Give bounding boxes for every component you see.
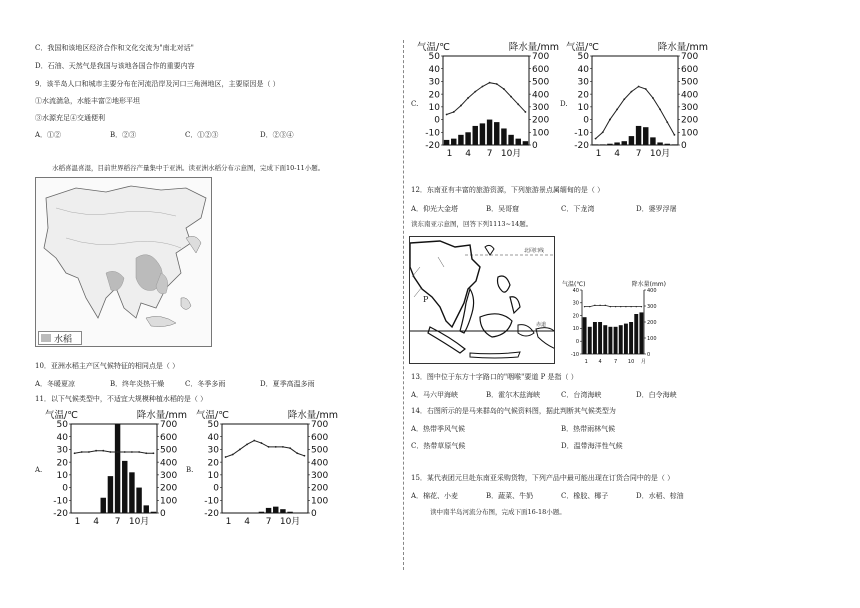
temperature-point <box>496 83 498 85</box>
temperature-tick-label: -20 <box>53 509 68 520</box>
q15-option-d: D．水稻、棕油 <box>636 492 684 500</box>
precipitation-axis-title: 降水量(mm) <box>631 281 666 288</box>
month-tick-label: 4 <box>465 149 471 158</box>
temperature-tick-label: 0 <box>583 115 589 126</box>
precipitation-tick-label: 500 <box>532 77 550 88</box>
temperature-point <box>503 88 505 90</box>
precipitation-tick-label: 600 <box>311 432 329 443</box>
temperature-tick-label: 10 <box>56 471 68 482</box>
temperature-tick-label: 10 <box>207 471 219 482</box>
temperature-point <box>124 451 126 453</box>
q14-option-c: C．热带草原气候 <box>411 442 466 450</box>
month-tick-label: 4 <box>93 517 99 526</box>
temperature-point <box>261 442 263 444</box>
precipitation-bar <box>487 120 492 145</box>
temperature-tick-label: 0 <box>575 338 579 345</box>
temperature-tick-label: 40 <box>56 432 68 443</box>
temperature-tick-label: 20 <box>577 90 589 101</box>
precipitation-tick-label: 100 <box>681 128 699 139</box>
temperature-tick-label: 10 <box>577 103 589 114</box>
precipitation-tick-label: 400 <box>532 90 550 101</box>
temperature-point <box>453 111 455 113</box>
precipitation-axis-title: 降水量/mm <box>657 42 708 53</box>
precipitation-tick-label: 600 <box>681 64 699 75</box>
q10-option-a: A．冬暖夏凉 <box>35 380 76 388</box>
q10-stem: 10．亚洲水稻主产区气候特征的相同点是（ ） <box>35 362 180 370</box>
temperature-point <box>239 449 241 451</box>
precipitation-bar <box>273 507 278 513</box>
temperature-point <box>460 105 462 107</box>
temperature-axis-title: 气温/℃ <box>417 42 450 53</box>
strait-p-label: P <box>423 295 429 304</box>
q9-option-d: D．②③④ <box>260 131 294 139</box>
precipitation-bar <box>494 122 499 145</box>
q16-intro: 读中南半岛河流分布图，完成下面16-18小题。 <box>430 508 566 516</box>
precipitation-bar <box>614 142 619 145</box>
q15-stem: 15．某代表团元旦赴东南亚采购货物，下列产品中最可能出现在订货合同中的是（ ） <box>411 474 675 482</box>
temperature-point <box>641 306 642 307</box>
precipitation-bar <box>629 136 634 145</box>
precipitation-bar <box>144 505 149 513</box>
temperature-point <box>616 109 618 111</box>
month-tick-label: 10月 <box>279 517 301 526</box>
temperature-point <box>482 86 484 88</box>
temperature-tick-label: 30 <box>577 77 589 88</box>
temperature-point <box>595 138 597 140</box>
temperature-point <box>652 97 654 99</box>
precipitation-bar <box>622 141 627 145</box>
precipitation-bar <box>516 139 521 145</box>
precipitation-bar <box>639 312 643 354</box>
temperature-tick-label: 40 <box>428 64 440 75</box>
temperature-tick-label: 20 <box>572 313 579 320</box>
precipitation-tick-label: 400 <box>160 458 178 469</box>
chart-b-label: B. <box>186 466 194 474</box>
temperature-point <box>631 91 633 93</box>
temperature-point <box>253 440 255 442</box>
q8-option-c: C．我国和该地区经济合作和文化交流为"南北对话" <box>35 44 194 52</box>
temperature-point <box>599 305 600 306</box>
temperature-point <box>659 109 661 111</box>
q13-option-d: D．白令海峡 <box>636 391 677 399</box>
temperature-point <box>74 452 76 454</box>
precipitation-tick-label: 200 <box>647 319 657 326</box>
temperature-point <box>510 96 512 98</box>
temperature-tick-label: -10 <box>204 496 219 507</box>
temperature-tick-label: 30 <box>207 445 219 456</box>
rice-legend-swatch <box>41 334 51 342</box>
asia-rice-map <box>35 177 212 347</box>
climate-chart-malay <box>562 278 666 366</box>
precipitation-tick-label: 500 <box>160 445 178 456</box>
precipitation-bar <box>657 142 662 145</box>
precipitation-tick-label: 100 <box>160 496 178 507</box>
precipitation-bar <box>600 144 605 145</box>
q12-option-b: B．吴哥窟 <box>486 205 520 213</box>
temperature-point <box>610 306 611 307</box>
temperature-point <box>636 306 637 307</box>
temperature-line <box>596 87 675 139</box>
q9-statement-2: ③水源充足④交通便利 <box>35 114 105 122</box>
month-tick-label: 1 <box>584 359 588 365</box>
precipitation-tick-label: 100 <box>532 128 550 139</box>
q14-option-a: A．热带季风气候 <box>411 425 466 433</box>
temperature-tick-label: 40 <box>207 432 219 443</box>
precipitation-tick-label: 700 <box>311 420 329 431</box>
temperature-point <box>467 97 469 99</box>
precipitation-tick-label: 100 <box>647 335 657 342</box>
precipitation-bar <box>650 137 655 145</box>
temperature-point <box>645 88 647 90</box>
q9-option-a: A．①② <box>35 131 62 139</box>
precipitation-bar <box>266 508 271 513</box>
precipitation-bar <box>523 141 528 145</box>
precipitation-bar <box>473 126 478 145</box>
precipitation-bar <box>501 128 506 145</box>
temperature-point <box>232 454 234 456</box>
temperature-point <box>584 306 585 307</box>
sea-map-outline <box>410 237 555 364</box>
temperature-point <box>88 451 90 453</box>
temperature-point <box>268 446 270 448</box>
rice-intro: 水稻喜温喜湿，目前世界稻谷产量集中于亚洲。读亚洲水稻分布示意图，完成下面10-11小题。 <box>52 164 325 172</box>
temperature-tick-label: 0 <box>434 115 440 126</box>
precipitation-axis-title: 降水量/mm <box>508 42 559 53</box>
temperature-axis-title: 气温/℃ <box>45 410 78 421</box>
precipitation-bar <box>287 512 292 513</box>
temperature-point <box>489 82 491 84</box>
month-tick-label: 7 <box>635 149 642 158</box>
precipitation-tick-label: 100 <box>311 496 329 507</box>
temperature-tick-label: 10 <box>572 326 579 333</box>
climate-chart-b <box>196 408 338 526</box>
precipitation-tick-label: 0 <box>647 351 651 358</box>
month-tick-label: 10月 <box>128 517 150 526</box>
temperature-point <box>289 447 291 449</box>
month-tick-label: 1 <box>446 149 453 158</box>
precipitation-bar <box>593 144 598 145</box>
q15-option-b: B．蔬菜、牛奶 <box>486 492 534 500</box>
q13-option-c: C．台湾海峡 <box>561 391 602 399</box>
precipitation-bar <box>136 488 141 513</box>
precipitation-bar <box>151 512 156 513</box>
month-tick-label: 4 <box>598 359 602 365</box>
precipitation-bar <box>122 461 127 513</box>
month-tick-label: 4 <box>614 149 620 158</box>
precipitation-tick-label: 700 <box>681 52 699 63</box>
temperature-tick-label: 20 <box>428 90 440 101</box>
temperature-point <box>246 443 248 445</box>
temperature-tick-label: 50 <box>577 52 589 63</box>
month-tick-label: 10月 <box>649 149 671 158</box>
precipitation-bar <box>614 327 618 354</box>
tropic-label: 北回归线 <box>524 248 545 254</box>
temperature-tick-label: -20 <box>425 141 440 152</box>
temperature-point <box>282 446 284 448</box>
chart-d-label: D. <box>560 100 568 108</box>
month-tick-label: 4 <box>244 517 250 526</box>
precipitation-bar <box>643 127 648 145</box>
temperature-point <box>674 134 676 136</box>
temperature-line <box>585 305 642 306</box>
temperature-point <box>117 451 119 453</box>
precipitation-bar <box>115 424 120 513</box>
month-tick-label: 1 <box>74 517 81 526</box>
plot-frame <box>443 56 529 145</box>
temperature-point <box>525 111 527 113</box>
precipitation-bar <box>451 139 456 145</box>
temperature-point <box>296 452 298 454</box>
temperature-axis-title: 气温/℃ <box>196 410 229 421</box>
precipitation-bar <box>619 325 623 354</box>
precipitation-tick-label: 300 <box>311 471 329 482</box>
plot-frame <box>222 424 308 513</box>
temperature-point <box>666 121 668 123</box>
temperature-line <box>226 441 305 458</box>
temperature-tick-label: 40 <box>572 287 579 294</box>
temperature-line <box>75 451 154 454</box>
map-intro: 读东南亚示意图，回答下列1113~14题。 <box>411 220 533 228</box>
precipitation-tick-label: 0 <box>532 141 538 152</box>
month-tick-label: 10月 <box>500 149 522 158</box>
q12-option-a: A．仰光大金塔 <box>411 205 459 213</box>
temperature-point <box>95 450 97 452</box>
precipitation-bar <box>593 322 597 354</box>
q13-option-a: A．马六甲海峡 <box>411 391 459 399</box>
precipitation-bar <box>634 314 638 354</box>
temperature-point <box>594 305 595 306</box>
temperature-tick-label: -10 <box>53 496 68 507</box>
temperature-point <box>102 450 104 452</box>
temperature-point <box>81 451 83 453</box>
precipitation-axis-title: 降水量/mm <box>287 410 338 421</box>
precipitation-tick-label: 500 <box>311 445 329 456</box>
precipitation-tick-label: 200 <box>532 115 550 126</box>
temperature-tick-label: 50 <box>207 420 219 431</box>
precipitation-tick-label: 300 <box>681 103 699 114</box>
precipitation-tick-label: 0 <box>160 509 166 520</box>
temperature-point <box>110 451 112 453</box>
q9-option-b: B．②③ <box>110 131 137 139</box>
q12-option-d: D．婆罗浮屠 <box>636 205 677 213</box>
q15-option-c: C．橡胶、椰子 <box>561 492 609 500</box>
month-tick-label: 7 <box>265 517 272 526</box>
precipitation-axis-title: 降水量/mm <box>136 410 187 421</box>
temperature-tick-label: -10 <box>570 351 579 358</box>
temperature-tick-label: 0 <box>62 483 68 494</box>
temperature-point <box>153 452 155 454</box>
temperature-point <box>517 103 519 105</box>
q9-option-c: C．①②③ <box>185 131 219 139</box>
rice-legend-label: 水稻 <box>54 334 73 345</box>
q10-option-d: D．夏季高温多雨 <box>260 380 315 388</box>
precipitation-tick-label: 700 <box>160 420 178 431</box>
q12-stem: 12．东南亚有丰富的旅游资源，下列旅游景点属缅甸的是（ ） <box>411 186 605 194</box>
temperature-point <box>275 446 277 448</box>
temperature-point <box>602 131 604 133</box>
precipitation-tick-label: 600 <box>160 432 178 443</box>
temperature-tick-label: 20 <box>56 458 68 469</box>
chart-c-label: C. <box>411 100 419 108</box>
precipitation-bar <box>603 325 607 354</box>
precipitation-bar <box>465 132 470 145</box>
temperature-point <box>620 306 621 307</box>
precipitation-bar <box>608 327 612 354</box>
temperature-tick-label: -20 <box>574 141 589 152</box>
precipitation-bar <box>101 498 106 513</box>
temperature-tick-label: -10 <box>425 128 440 139</box>
precipitation-tick-label: 400 <box>681 90 699 101</box>
temperature-point <box>131 451 133 453</box>
precipitation-tick-label: 300 <box>532 103 550 114</box>
temperature-point <box>589 306 590 307</box>
q12-option-c: C．下龙湾 <box>561 205 595 213</box>
precipitation-bar <box>108 476 113 513</box>
q9-stem: 9．该半岛人口和城市主要分布在河流沿岸及河口三角洲地区，主要原因是（ ） <box>35 80 280 88</box>
q10-option-b: B．终年炎热干燥 <box>110 380 165 388</box>
temperature-tick-label: 40 <box>577 64 589 75</box>
precipitation-tick-label: 0 <box>681 141 687 152</box>
precipitation-bar <box>672 144 677 145</box>
temperature-point <box>623 98 625 100</box>
q8-option-d: D．石油、天然气是我国与该地各国合作的重要内容 <box>35 62 195 70</box>
temperature-tick-label: -20 <box>204 509 219 520</box>
precipitation-bar <box>598 322 602 354</box>
month-tick-label: 1 <box>225 517 232 526</box>
q10-option-c: C．冬季多雨 <box>185 380 226 388</box>
temperature-line <box>447 83 526 115</box>
q9-statement-1: ①水流湍急，水能丰富②地形平坦 <box>35 97 140 105</box>
climate-chart-c <box>417 40 559 158</box>
precipitation-bar <box>444 140 449 145</box>
plot-frame <box>71 424 157 513</box>
precipitation-tick-label: 400 <box>311 458 329 469</box>
precipitation-tick-label: 500 <box>681 77 699 88</box>
month-tick-label: 7 <box>114 517 121 526</box>
temperature-axis-title: 气温(℃) <box>562 281 586 288</box>
precipitation-tick-label: 200 <box>160 483 178 494</box>
precipitation-bar <box>636 126 641 145</box>
climate-chart-a <box>45 408 187 526</box>
month-tick-label: 月 <box>640 359 646 365</box>
precipitation-bar <box>607 144 612 145</box>
chart-a-label: A. <box>35 466 43 474</box>
precipitation-bar <box>665 144 670 145</box>
month-tick-label: 10 <box>627 359 635 365</box>
temperature-tick-label: -10 <box>574 128 589 139</box>
month-tick-label: 1 <box>595 149 602 158</box>
q14-option-d: D．温带海洋性气候 <box>561 442 623 450</box>
precipitation-tick-label: 300 <box>647 303 657 310</box>
temperature-tick-label: 20 <box>207 458 219 469</box>
temperature-point <box>145 452 147 454</box>
temperature-point <box>609 119 611 121</box>
temperature-tick-label: 30 <box>572 300 579 307</box>
temperature-tick-label: 50 <box>56 420 68 431</box>
equator-label: 赤道 <box>536 322 547 328</box>
southeast-asia-map <box>409 236 555 364</box>
q14-stem: 14．右图所示的是马来群岛的气候资料图，据此判断其气候类型为 <box>411 407 616 415</box>
precipitation-tick-label: 200 <box>311 483 329 494</box>
temperature-tick-label: 30 <box>56 445 68 456</box>
temperature-point <box>625 306 626 307</box>
q11-stem: 11．以下气候类型中，不适宜大规模种植水稻的是（ ） <box>35 395 208 403</box>
q13-stem: 13．图中位于东方十字路口的"咽喉"要道 P 是指（ ） <box>411 373 578 381</box>
temperature-point <box>638 86 640 88</box>
precipitation-bar <box>458 135 463 145</box>
temperature-point <box>630 306 631 307</box>
precipitation-tick-label: 0 <box>311 509 317 520</box>
precipitation-bar <box>280 509 285 513</box>
temperature-axis-title: 气温/℃ <box>566 42 599 53</box>
climate-chart-d <box>566 40 708 158</box>
q13-option-b: B．霍尔木兹海峡 <box>486 391 541 399</box>
temperature-point <box>446 114 448 116</box>
q14-option-b: B．热带雨林气候 <box>561 425 616 433</box>
temperature-point <box>474 91 476 93</box>
temperature-point <box>225 456 227 458</box>
temperature-point <box>605 305 606 306</box>
precipitation-bar <box>129 472 134 513</box>
precipitation-tick-label: 700 <box>532 52 550 63</box>
asia-map-outline <box>36 178 211 346</box>
temperature-tick-label: 50 <box>428 52 440 63</box>
temperature-tick-label: 10 <box>428 103 440 114</box>
column-divider <box>403 40 404 570</box>
rice-legend <box>38 331 82 345</box>
month-tick-label: 7 <box>486 149 493 158</box>
precipitation-tick-label: 400 <box>647 287 657 294</box>
precipitation-tick-label: 600 <box>532 64 550 75</box>
precipitation-bar <box>583 317 587 354</box>
temperature-point <box>615 306 616 307</box>
temperature-tick-label: 30 <box>428 77 440 88</box>
precipitation-bar <box>624 324 628 354</box>
temperature-tick-label: 0 <box>213 483 219 494</box>
precipitation-bar <box>259 512 264 513</box>
q15-option-a: A．棉花、小麦 <box>411 492 459 500</box>
precipitation-bar <box>629 322 633 354</box>
precipitation-bar <box>588 327 592 354</box>
month-tick-label: 7 <box>613 359 618 365</box>
precipitation-bar <box>480 123 485 145</box>
temperature-point <box>304 455 306 457</box>
precipitation-tick-label: 300 <box>160 471 178 482</box>
plot-frame <box>592 56 678 145</box>
precipitation-tick-label: 200 <box>681 115 699 126</box>
temperature-point <box>138 451 140 453</box>
precipitation-bar <box>508 135 513 145</box>
